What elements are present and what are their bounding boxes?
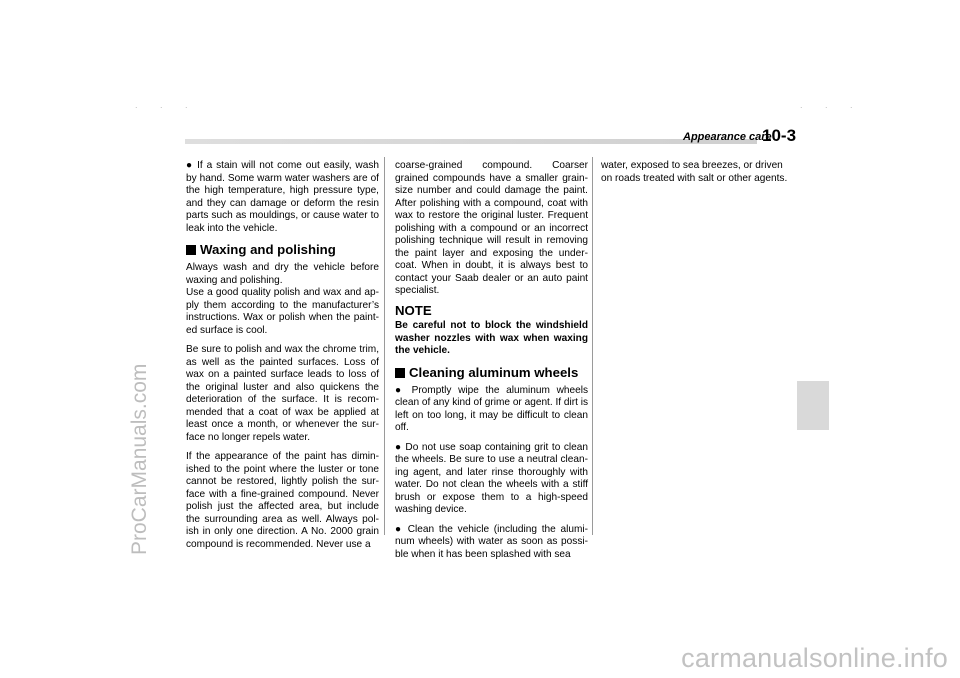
column-3 xyxy=(601,160,794,192)
note-text: Be careful not to block the windshield washer nozzles with wax when waxing the vehicle. xyxy=(395,320,588,356)
heading-text: Cleaning aluminum wheels xyxy=(409,364,579,380)
column-2 xyxy=(395,160,588,568)
bullet-paragraph: ● Promptly wipe the aluminum wheels clean of any kind of grime or agent. If dirt is left on too long, it may be difficult to clean off. xyxy=(395,384,588,433)
chapter-tab xyxy=(797,381,829,430)
section-heading-waxing xyxy=(186,242,379,257)
column-divider-2 xyxy=(592,157,593,535)
section-heading-wheels xyxy=(395,365,588,380)
bullet-paragraph: ● Do not use soap containing grit to clean the wheels. Be sure to use a neutral clean-ing agent, and later rinse thoroughly with water. Do not clean the wheels with a stiff brush or expose them to a high-speed washing device. xyxy=(395,441,588,515)
bullet-paragraph: ● Clean the vehicle (including the alumi-num wheels) with water as soon as possi-ble when it has been splashed with sea xyxy=(395,523,588,560)
crop-marks-right: . . . xyxy=(800,100,863,110)
page-number: 10-3 xyxy=(762,126,797,145)
square-bullet-icon xyxy=(186,245,196,255)
paragraph: coarse-grained compound. Coarser grained compounds have a smaller grain-size number and could damage the paint. After polishing with a compound, coat with wax to restore the original luster. Frequent polishing with a compound or an incorrect polishing technique will result in removing the paint layer and exposing the under-coat. When in doubt, it is always best to contact your Saab dealer or an auto paint specialist. xyxy=(395,160,588,296)
bottom-watermark: carmanualsonline.info xyxy=(681,643,948,673)
bullet-paragraph: ● If a stain will not come out easily, wash by hand. Some warm water washers are of the high temperature, high pressure type, and they can damage or deform the resin parts such as mouldings, or cause water to leak into the vehicle. xyxy=(186,160,379,234)
paragraph: water, exposed to sea breezes, or driven on roads treated with salt or other agents. xyxy=(601,160,788,184)
note-title: NOTE xyxy=(395,302,432,318)
paragraph: Always wash and dry the vehicle before waxing and polishing. xyxy=(186,262,379,286)
square-bullet-icon xyxy=(395,368,405,378)
side-watermark: ProCarManuals.com xyxy=(128,363,151,555)
paragraph: Be sure to polish and wax the chrome trim, as well as the painted surfaces. Loss of wax on a painted surface leads to loss of the original luster and also quickens the deterioration of the surface. It is recom-mended that a coat of wax be applied at least once a month, or whenever the sur-face no longer repels water. xyxy=(186,344,379,443)
column-divider-1 xyxy=(384,157,385,535)
column-1 xyxy=(186,160,379,558)
paragraph: If the appearance of the paint has dimin-ished to the point where the luster or tone cannot be restored, lightly polish the sur-face with a fine-grained compound. Never polish just the affected area, but include the surrounding area as well. Always pol-ish in only one direction. A No. 2000 grain compound is recommended. Never use a xyxy=(186,451,379,550)
crop-marks-left: . . . xyxy=(135,100,198,110)
header-rule xyxy=(185,139,757,144)
heading-text: Waxing and polishing xyxy=(200,242,336,257)
section-title: Appearance care xyxy=(683,131,772,143)
paragraph: Use a good quality polish and wax and ap-ply them according to the manufacturer’s instructions. Wax or polish when the paint-ed surface is cool. xyxy=(186,287,379,336)
